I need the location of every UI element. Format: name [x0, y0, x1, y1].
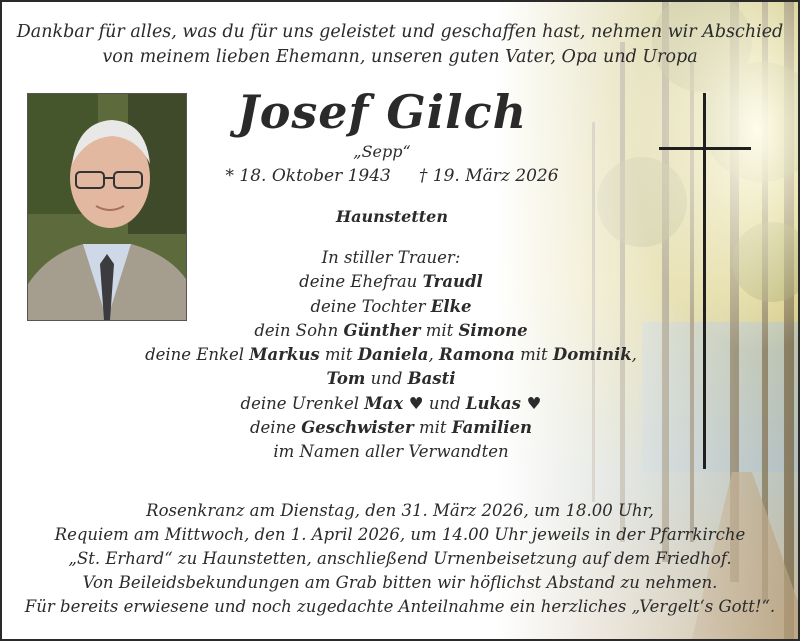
heart-icon: ♥ [403, 393, 424, 413]
mourner-line-relatives: im Namen aller Verwandten [273, 442, 509, 462]
info-line: Requiem am Mittwoch, den 1. April 2026, um 14.00 Uhr jeweils in der Pfarrkirche [54, 525, 746, 544]
info-line: Rosenkranz am Dienstag, den 31. März 2026, um 18.00 Uhr, [146, 501, 654, 520]
service-info [2, 499, 798, 619]
mourners-list [132, 246, 650, 465]
info-line: „St. Erhard“ zu Haunstetten, anschließend Urnenbeisetzung auf dem Friedhof. [68, 549, 732, 568]
birth-date: * 18. Oktober 1943 [225, 166, 391, 186]
mourner-line-grandchildren: deine Enkel Markus mit Daniela, Ramona mit Dominik, [145, 345, 637, 365]
intro-text [2, 20, 798, 70]
mourner-line-son: dein Sohn Günther mit Simone [254, 320, 528, 340]
deceased-name: Josef Gilch [236, 85, 528, 139]
life-dates [192, 164, 592, 188]
info-line: Von Beileidsbekundungen am Grab bitten wir höflichst Abstand zu nehmen. [82, 573, 718, 592]
mourner-line-siblings: deine Geschwister mit Familien [249, 418, 533, 438]
heart-icon: ♥ [520, 393, 542, 413]
info-line: Für bereits erwiesene und noch zugedachte Anteilnahme ein herzliches „Vergelt‘s Gott!“. [24, 597, 776, 616]
deceased-nickname: „Sepp“ [353, 142, 411, 161]
mourner-line-great-grandchildren: deine Urenkel Max ♥ und Lukas ♥ [240, 393, 542, 413]
death-date: † 19. März 2026 [418, 166, 559, 186]
intro-line: von meinem lieben Ehemann, unseren guten Vater, Opa und Uropa [102, 47, 698, 67]
mourners-heading: In stiller Trauer: [321, 248, 461, 267]
mourner-line-wife: deine Ehefrau Traudl [299, 272, 483, 292]
intro-line: Dankbar für alles, was du für uns geleistet und geschaffen hast, nehmen wir Abschied [16, 22, 784, 42]
cross-icon [659, 93, 751, 469]
deceased-city: Haunstetten [336, 207, 448, 226]
mourner-line-daughter: deine Tochter Elke [310, 296, 472, 316]
mourner-line-grandchildren-2: Tom und Basti [326, 369, 456, 389]
